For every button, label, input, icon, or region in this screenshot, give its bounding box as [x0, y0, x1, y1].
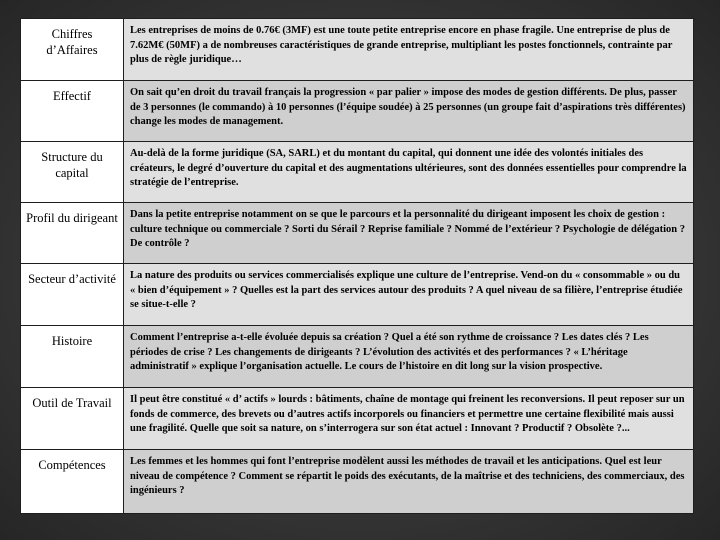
row-label-cell	[21, 264, 124, 326]
row-label: Outil de Travail	[32, 396, 112, 410]
row-description-cell	[124, 19, 694, 81]
row-description: On sait qu’en droit du travail français la progression « par palier » impose des modes de gestion différents. De plus, passer de 3 personnes (le commando) à 10 personnes (l’équipe soudée) à 25 personnes (un groupe fait d’aspirations très différentes) change les modes de management.	[130, 87, 686, 127]
row-description-cell	[124, 203, 694, 264]
row-label-cell	[21, 81, 124, 142]
table-row	[21, 264, 694, 326]
row-label-cell	[21, 326, 124, 388]
row-label-cell	[21, 19, 124, 81]
table-row	[21, 81, 694, 142]
row-description: La nature des produits ou services commercialisés explique une culture de l’entreprise. Vend-on du « consommable » ou du « bien d’équipement » ? Quelles est la part des services autour des produits ? A quel niveau de sa filière, l’entreprise étudiée se situe-t-elle ?	[130, 270, 683, 310]
row-description-cell	[124, 388, 694, 450]
row-label: Profil du dirigeant	[26, 211, 118, 225]
row-label: Effectif	[53, 89, 91, 103]
row-description-cell	[124, 81, 694, 142]
table-row	[21, 450, 694, 514]
row-label: Chiffres d’Affaires	[46, 27, 98, 57]
row-label: Histoire	[51, 334, 93, 348]
row-label-cell	[21, 203, 124, 264]
characteristics-table	[20, 18, 694, 514]
row-description: Comment l’entreprise a-t-elle évoluée depuis sa création ? Quel a été son rythme de croissance ? Les dates clés ? Les périodes de crise ? Les changements de dirigeants ? L’évolution des activités et des performances ? « L’héritage administratif » explique l’organisation actuelle. Le cours de l’histoire en dit long sur la vision prospective.	[130, 332, 649, 372]
table-row	[21, 326, 694, 388]
table-row	[21, 19, 694, 81]
row-description: Au-delà de la forme juridique (SA, SARL) et du montant du capital, qui donnent une idée des volontés initiales des créateurs, le degré d’ouverture du capital et des augmentations ultérieures, sont des données essentielles pour comprendre la stratégie de l’entreprise.	[130, 148, 687, 188]
row-label-cell	[21, 142, 124, 203]
table-row	[21, 203, 694, 264]
row-label-cell	[21, 450, 124, 514]
row-label: Structure du capital	[41, 150, 103, 180]
row-description: Les entreprises de moins de 0.76€ (3MF) est une toute petite entreprise encore en phase fragile. Une entreprise de plus de 7.62M€ (50MF) a de nombreuses caractéristiques de grande entreprise, multipliant les postes fonctionnels, contrainte par plus de règle juridique…	[130, 25, 673, 65]
table-row	[21, 142, 694, 203]
row-label: Compétences	[38, 458, 106, 472]
row-description: Les femmes et les hommes qui font l’entreprise modèlent aussi les méthodes de travail et les anticipations. Quel est leur niveau de compétence ? Comment se répartit le poids des exécutants, de la maîtrise et des techniciens, des commerciaux, des ingénieurs ?	[130, 456, 685, 496]
row-description: Dans la petite entreprise notamment on se que le parcours et la personnalité du dirigeant imposent les choix de gestion : culture technique ou commerciale ? Sorti du Sérail ? Reprise familiale ? Nommé de l’extérieur ? Psychologie de délégation ? De contrôle ?	[130, 209, 685, 249]
table-row	[21, 388, 694, 450]
row-description-cell	[124, 450, 694, 514]
row-description-cell	[124, 142, 694, 203]
row-description-cell	[124, 326, 694, 388]
row-label: Secteur d’activité	[28, 272, 116, 286]
row-description-cell	[124, 264, 694, 326]
row-description: Il peut être constitué « d’ actifs » lourds : bâtiments, chaîne de montage qui freinent les reconversions. Il peut reposer sur un fonds de commerce, des brevets ou d’autres actifs incorporels ou financiers et permettre une certaine flexibilité mais aussi une fragilité. Quelle que soit sa nature, on s’interrogera sur son état actuel : Innovant ? Productif ? Obsolète ?...	[130, 394, 685, 434]
row-label-cell	[21, 388, 124, 450]
